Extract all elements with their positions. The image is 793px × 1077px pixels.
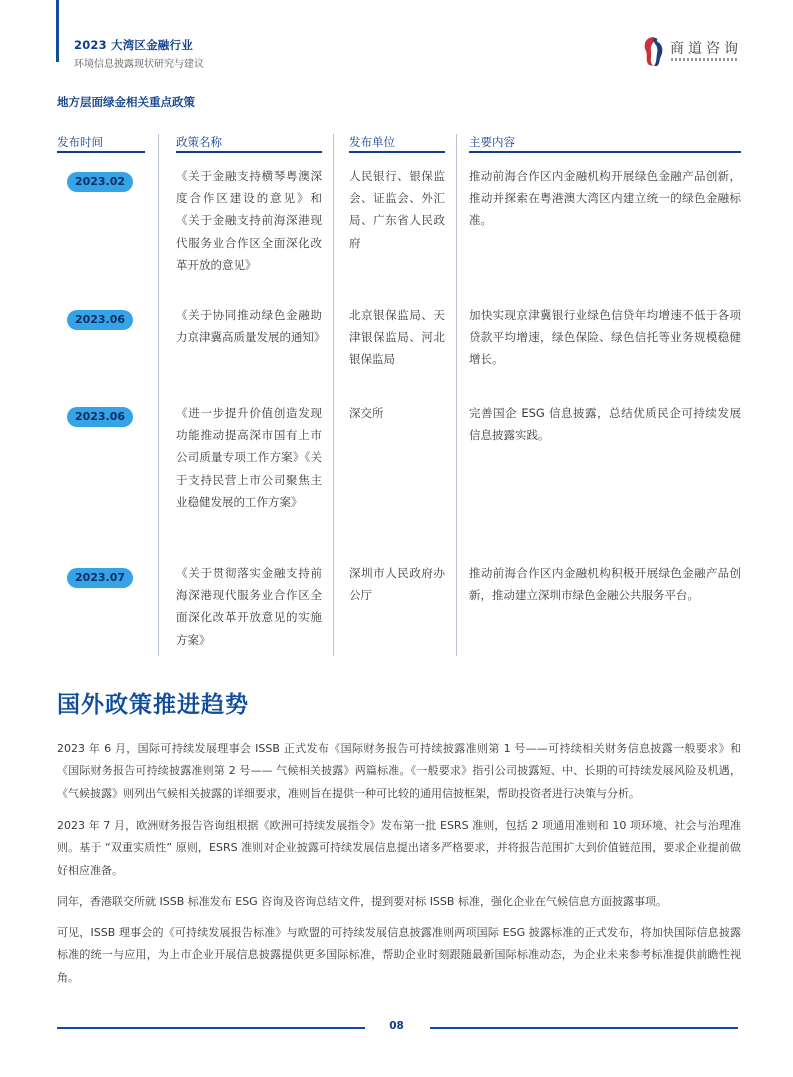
column-header-date bbox=[57, 134, 145, 153]
date-badge: 2023.02 bbox=[67, 172, 133, 192]
policy-issuer: 深圳市人民政府办公厅 bbox=[349, 566, 445, 603]
policy-content: 完善国企 ESG 信息披露，总结优质民企可持续发展信息披露实践。 bbox=[469, 406, 741, 443]
date-badge: 2023.06 bbox=[67, 407, 133, 427]
table-title: 地方层面绿金相关重点政策 bbox=[57, 95, 195, 109]
body-paragraph: 2023 年 7 月，欧洲财务报告咨询组根据《欧洲可持续发展指令》发布第一批 ESRS 准则，包括 2 项通用准则和 10 项环境、社会与治理准则。基于 “双重实质性” 原则，ESRS 准则对企业披露可持续发展信息提出诸多严格要求，并将报告范围扩大到价值链范围，要求企业提前做好相应准备。 bbox=[57, 819, 741, 877]
body-paragraph: 可见，ISSB 理事会的《可持续发展报告标准》与欧盟的可持续发展信息披露准则两项国际 ESG 披露标准的正式发布，将加快国际信息披露标准的统一与应用，为上市企业开展信息披露提供更多国际标准，帮助企业时刻跟随最新国际标准动态，为企业未来参考标准提供前瞻性视角。 bbox=[57, 926, 741, 984]
policy-name: 《关于贯彻落实金融支持前海深港现代服务业合作区全面深化改革开放意见的实施方案》 bbox=[176, 566, 322, 647]
column-divider bbox=[333, 134, 334, 656]
column-header-rule bbox=[349, 151, 445, 153]
policy-issuer: 人民银行、银保监会、证监会、外汇局、广东省人民政府 bbox=[349, 169, 445, 250]
section-heading: 国外政策推进趋势 bbox=[57, 692, 249, 718]
column-header-content bbox=[469, 134, 741, 153]
column-header-name bbox=[176, 134, 322, 153]
policy-content: 推动前海合作区内金融机构积极开展绿色金融产品创新，推动建立深圳市绿色金融公共服务平台。 bbox=[469, 566, 741, 603]
footer-rule-left bbox=[57, 1027, 365, 1029]
body-paragraph: 同年，香港联交所就 ISSB 标准发布 ESG 咨询及咨询总结文件，提到要对标 ISSB 标准，强化企业在气候信息方面披露事项。 bbox=[57, 895, 667, 908]
column-header-label: 发布单位 bbox=[349, 135, 395, 149]
date-badge: 2023.07 bbox=[67, 568, 133, 588]
company-logo bbox=[640, 35, 742, 67]
column-header-rule bbox=[469, 151, 741, 153]
date-badge: 2023.06 bbox=[67, 310, 133, 330]
column-header-rule bbox=[57, 151, 145, 153]
policy-name: 《进一步提升价值创造发现功能推动提高深市国有上市公司质量专项工作方案》《关于支持民营上市公司聚焦主业稳健发展的工作方案》 bbox=[176, 406, 322, 509]
report-subtitle: 环境信息披露现状研究与建议 bbox=[74, 59, 204, 70]
column-header-rule bbox=[176, 151, 322, 153]
policy-issuer: 深交所 bbox=[349, 406, 384, 420]
body-paragraph: 2023 年 6 月，国际可持续发展理事会 ISSB 正式发布《国际财务报告可持续披露准则第 1 号——可持续相关财务信息披露一般要求》和《国际财务报告可持续披露准则第 2 号—— 气候相关披露》两篇标准。《一般要求》指引公司披露短、中、长期的可持续发展风险及机遇，《气候披露》则列出气候相关披露的详细要求，准则旨在提供一种可比较的通用信披框架，帮助投资者进行决策与分析。 bbox=[57, 742, 741, 800]
column-divider bbox=[158, 134, 159, 656]
column-header-label: 政策名称 bbox=[176, 135, 222, 149]
report-title: 2023 大湾区金融行业 bbox=[74, 38, 193, 52]
footer-rule-right bbox=[430, 1027, 738, 1029]
column-header-label: 主要内容 bbox=[469, 135, 515, 149]
policy-content: 加快实现京津冀银行业绿色信贷年均增速不低于各项贷款平均增速，绿色保险、绿色信托等业务规模稳健增长。 bbox=[469, 308, 741, 367]
policy-content: 推动前海合作区内金融机构开展绿色金融产品创新，推动并探索在粤港澳大湾区内建立统一的绿色金融标准。 bbox=[469, 169, 741, 228]
policy-issuer: 北京银保监局、天津银保监局、河北银保监局 bbox=[349, 308, 445, 367]
policy-name: 《关于金融支持横琴粤澳深度合作区建设的意见》和《关于金融支持前海深港现代服务业合作区全面深化改革开放的意见》 bbox=[176, 169, 322, 272]
logo-mark-icon bbox=[640, 35, 666, 67]
column-header-label: 发布时间 bbox=[57, 135, 103, 149]
page-number: 08 bbox=[389, 1020, 404, 1032]
column-header-issuer bbox=[349, 134, 445, 153]
logo-tagline-mark bbox=[671, 58, 739, 61]
policy-name: 《关于协同推动绿色金融助力京津冀高质量发展的通知》 bbox=[176, 308, 326, 345]
column-divider bbox=[456, 134, 457, 656]
header-accent-bar bbox=[56, 0, 59, 62]
logo-text: 商道咨询 bbox=[670, 41, 742, 57]
